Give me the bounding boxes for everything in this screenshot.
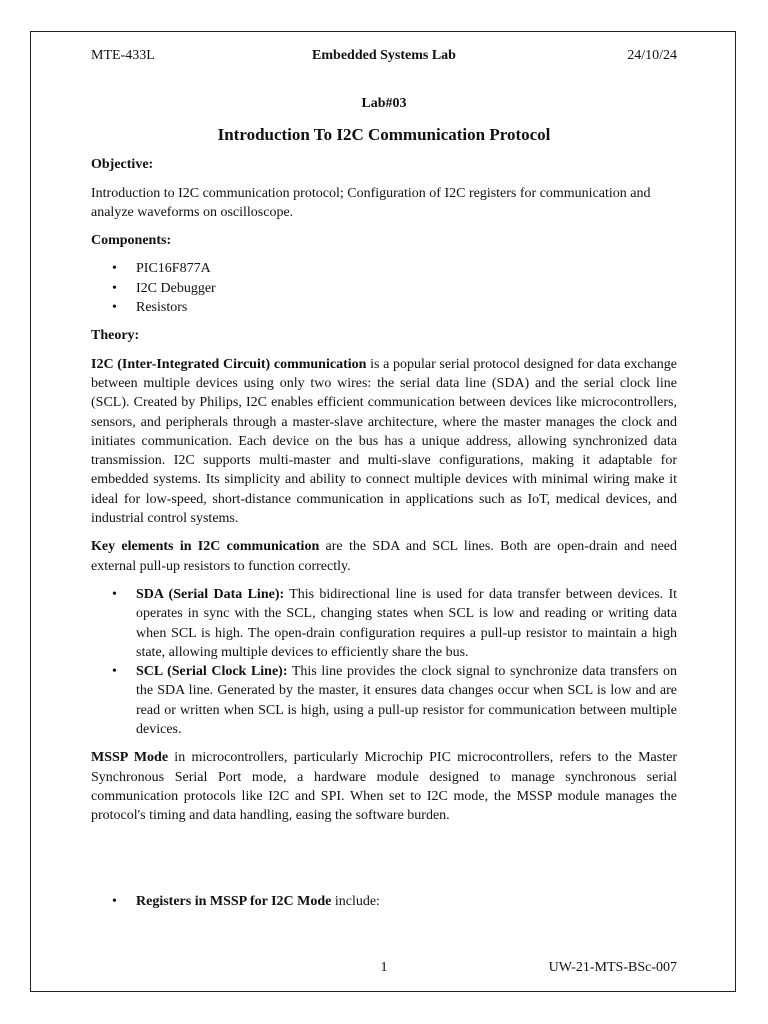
list-item <box>91 662 677 739</box>
bullet-icon: • <box>112 664 117 680</box>
bullet-icon: • <box>112 893 117 909</box>
component-item: Resistors <box>136 300 188 316</box>
list-item <box>91 892 677 911</box>
component-item: PIC16F877A <box>136 261 211 277</box>
scl-text: This line provides the clock signal to synchronize data transfers on the SDA line. Generated by the master, it ensures data changes occur when SCL is low and are read or written when SCL is high, using a pull-up resistor for communication between multiple devices. <box>136 664 677 738</box>
registration-number: UW-21-MTS-BSc-007 <box>548 960 677 975</box>
sda-text: This bidirectional line is used for data transfer between devices. It operates in sync with the SCL, changing states when SCL is low and reading or writing data when SCL is high. The open-drain configuration requires a pull-up resistor to maintain a high state, allowing multiple devices to efficiently share the bus. <box>136 586 678 660</box>
sda-term: SDA (Serial Data Line): <box>136 586 285 602</box>
list-item <box>91 298 677 317</box>
lines-list <box>91 585 677 739</box>
bullet-icon: • <box>112 280 117 296</box>
lab-number: Lab#03 <box>361 96 407 111</box>
course-name: Embedded Systems Lab <box>312 48 456 63</box>
theory-intro-text: is a popular serial protocol designed for data exchange between multiple devices using only two wires: the serial data line (SDA) and the serial clock line (SCL). Created by Philips, I2C enables efficient communication between devices like microcontrollers, sensors, and peripherals through a master-slave architecture, where the master manages the clock and initiates communication. Each device on the bus has a unique address, allowing synchronized data transmission. I2C supports multi-master and multi-slave configurations, making it adaptable for embedded systems. Its simplicity and ability to connect multiple devices with minimal wiring make it ideal for low-speed, short-distance communication in applications such as IoT, medical devices, and industrial control systems. <box>91 356 677 527</box>
components-list <box>91 259 677 317</box>
list-item <box>91 279 677 298</box>
objective-heading: Objective: <box>91 157 154 173</box>
key-elements-paragraph <box>91 537 677 576</box>
bullet-icon: • <box>112 586 117 602</box>
components-heading: Components: <box>91 233 172 249</box>
page-footer <box>91 960 677 980</box>
registers-list <box>91 892 677 911</box>
list-item <box>91 259 677 278</box>
objective-text: Introduction to I2C communication protocol; Configuration of I2C registers for communication and analyze waveforms on oscilloscope. <box>91 185 651 220</box>
bullet-icon: • <box>112 261 117 277</box>
theory-intro-paragraph <box>91 355 677 529</box>
bullet-icon: • <box>112 300 117 316</box>
page-number: 1 <box>380 960 388 975</box>
course-code: MTE-433L <box>91 48 155 63</box>
scl-term: SCL (Serial Clock Line): <box>136 664 288 680</box>
document-title: Introduction To I2C Communication Protocol <box>217 125 551 145</box>
key-elements-text: are the SDA and SCL lines. Both are open-drain and need external pull-up resistors to function correctly. <box>91 539 678 574</box>
theory-intro-term: I2C (Inter-Integrated Circuit) communication <box>91 356 367 372</box>
mssp-text: in microcontrollers, particularly Microchip PIC microcontrollers, refers to the Master Synchronous Serial Port mode, a hardware module designed to manage synchronous serial communication protocols like I2C and SPI. When set to I2C mode, the MSSP module manages the protocol's timing and data handling, easing the software burden. <box>91 750 677 824</box>
blank-space <box>91 826 677 883</box>
key-elements-term: Key elements in I2C communication <box>91 539 320 555</box>
document-body <box>91 40 677 911</box>
registers-text: include: <box>331 893 380 909</box>
list-item <box>91 585 677 662</box>
component-item: I2C Debugger <box>136 280 216 296</box>
theory-heading: Theory: <box>91 328 140 344</box>
mssp-paragraph <box>91 748 677 825</box>
header-date: 24/10/24 <box>627 48 677 63</box>
page-header <box>91 40 677 68</box>
registers-term: Registers in MSSP for I2C Mode <box>136 893 332 909</box>
mssp-term: MSSP Mode <box>91 750 169 766</box>
